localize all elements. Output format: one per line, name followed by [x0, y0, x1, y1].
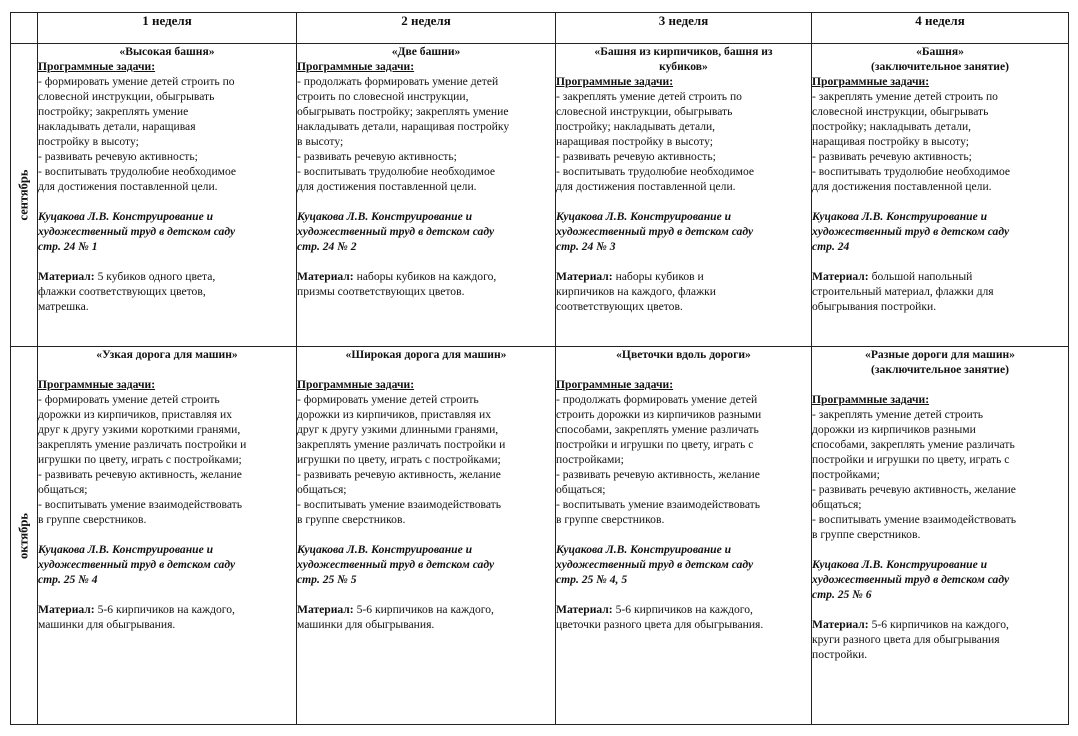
material-text: большой напольный	[868, 270, 973, 283]
reference-line: стр. 24 № 2	[297, 240, 357, 253]
month-cell	[11, 44, 38, 347]
task-line: словесной инструкции, обыгрывать	[812, 105, 989, 118]
material-label: Материал:	[38, 603, 95, 616]
lesson-cell	[556, 44, 812, 347]
material	[297, 602, 555, 632]
task-line: - развивать речевую активность, желание	[297, 468, 501, 481]
task-line: способами, закреплять умение различать	[556, 423, 759, 436]
material	[38, 269, 296, 314]
reference	[297, 209, 555, 254]
week-header-3: 3 неделя	[556, 13, 812, 44]
spacer	[556, 362, 811, 377]
material-label: Материал:	[297, 270, 354, 283]
reference-line: художественный труд в детском саду	[38, 225, 236, 238]
task-line: общаться;	[556, 483, 606, 496]
task-line: - развивать речевую активность, желание	[38, 468, 242, 481]
material-line: флажки соответствующих цветов,	[38, 285, 206, 298]
task-line: - закреплять умение детей строить	[812, 408, 984, 421]
material	[812, 269, 1068, 314]
task-line: друг к другу узкими короткими гранями,	[38, 423, 241, 436]
lesson-cell	[556, 347, 812, 725]
lesson-cell	[297, 347, 556, 725]
material-line: постройки.	[812, 648, 868, 661]
material-text: 5-6 кирпичиков на каждого,	[612, 603, 753, 616]
task-line: постройку; накладывать детали,	[556, 120, 716, 133]
task-line: для достижения поставленной цели.	[38, 180, 218, 193]
task-line: в группе сверстников.	[556, 513, 665, 526]
reference-line: Куцакова Л.В. Конструирование и	[556, 210, 732, 223]
reference	[556, 542, 811, 587]
lesson-title: «Башня из кирпичиков, башня из	[594, 45, 773, 58]
task-line: друг к другу узкими длинными гранями,	[297, 423, 499, 436]
reference-line: художественный труд в детском саду	[556, 558, 754, 571]
material-text: наборы кубиков на каждого,	[353, 270, 497, 283]
task-line: для достижения поставленной цели.	[556, 180, 736, 193]
task-line: - воспитывать трудолюбие необходимое	[556, 165, 755, 178]
material-line: строительный материал, флажки для	[812, 285, 994, 298]
task-line: наращивая постройку в высоту;	[556, 135, 713, 148]
material	[556, 269, 811, 314]
tasks-heading: Программные задачи:	[812, 393, 930, 406]
lesson-title: (заключительное занятие)	[871, 363, 1009, 376]
spacer	[38, 362, 296, 377]
material-line	[556, 602, 811, 617]
task-line: - развивать речевую активность, желание	[556, 468, 760, 481]
header-row	[11, 13, 1069, 44]
material-line: круги разного цвета для обыгрывания	[812, 633, 1000, 646]
task-line: игрушки по цвету, играть с постройками;	[297, 453, 501, 466]
task-line: общаться;	[812, 498, 862, 511]
lesson-title: «Узкая дорога для машин»	[96, 348, 238, 361]
reference-line: Куцакова Л.В. Конструирование и	[812, 210, 988, 223]
tasks-heading: Программные задачи:	[556, 75, 674, 88]
material-line	[297, 602, 555, 617]
material-label: Материал:	[38, 270, 95, 283]
material-line: соответствующих цветов.	[556, 300, 683, 313]
plan-body	[11, 44, 1069, 725]
lesson-title: «Разные дороги для машин»	[865, 348, 1015, 361]
task-line: - воспитывать трудолюбие необходимое	[812, 165, 1011, 178]
task-line: - воспитывать умение взаимодействовать	[297, 498, 502, 511]
task-line: - воспитывать умение взаимодействовать	[556, 498, 761, 511]
tasks-heading: Программные задачи:	[38, 378, 156, 391]
material-label: Материал:	[297, 603, 354, 616]
material-label: Материал:	[556, 603, 613, 616]
material-line	[812, 617, 1068, 632]
task-line: постройку; закреплять умение	[38, 105, 189, 118]
material-line	[38, 602, 296, 617]
lesson-cell	[38, 44, 297, 347]
task-line: постройками;	[812, 468, 880, 481]
reference	[556, 209, 811, 254]
task-line: - продолжать формировать умение детей	[556, 393, 758, 406]
material	[297, 269, 555, 299]
task-line: постройку; накладывать детали,	[812, 120, 972, 133]
reference-line: стр. 24	[812, 240, 850, 253]
tasks-heading: Программные задачи:	[812, 75, 930, 88]
material-label: Материал:	[812, 618, 869, 631]
task-line: - развивать речевую активность;	[812, 150, 972, 163]
task-line: строить по словесной инструкции,	[297, 90, 469, 103]
lesson-title: «Цветочки вдоль дороги»	[616, 348, 751, 361]
task-line: для достижения поставленной цели.	[297, 180, 477, 193]
task-line: - формировать умение детей строить	[297, 393, 479, 406]
task-line: обыгрывать постройку; закреплять умение	[297, 105, 509, 118]
reference-line: Куцакова Л.В. Конструирование и	[38, 210, 214, 223]
lesson-plan-table	[10, 12, 1069, 725]
week-header-1: 1 неделя	[38, 13, 297, 44]
material-label: Материал:	[812, 270, 869, 283]
reference-line: Куцакова Л.В. Конструирование и	[297, 210, 473, 223]
material-line: призмы соответствующих цветов.	[297, 285, 465, 298]
month-row	[11, 347, 1069, 725]
reference-line: стр. 24 № 1	[38, 240, 98, 253]
task-line: дорожки из кирпичиков разными	[812, 423, 976, 436]
spacer	[297, 362, 555, 377]
reference	[38, 209, 296, 254]
lesson-cell	[812, 347, 1069, 725]
task-line: - формировать умение детей строить по	[38, 75, 235, 88]
task-line: для достижения поставленной цели.	[812, 180, 992, 193]
task-line: постройки и игрушки по цвету, играть с	[556, 438, 754, 451]
task-line: - развивать речевую активность;	[297, 150, 457, 163]
material-text: 5-6 кирпичиков на каждого,	[868, 618, 1009, 631]
task-line: - закреплять умение детей строить по	[812, 90, 998, 103]
month-label: сентябрь	[16, 169, 31, 221]
material	[556, 602, 811, 632]
task-line: - воспитывать трудолюбие необходимое	[297, 165, 496, 178]
lesson-title: «Высокая башня»	[119, 45, 215, 58]
task-line: - развивать речевую активность, желание	[812, 483, 1016, 496]
material-text: 5-6 кирпичиков на каждого,	[94, 603, 235, 616]
material-text: 5-6 кирпичиков на каждого,	[353, 603, 494, 616]
spacer	[812, 377, 1068, 392]
material-line: матрешка.	[38, 300, 89, 313]
task-line: - развивать речевую активность;	[38, 150, 198, 163]
tasks-heading: Программные задачи:	[297, 60, 415, 73]
task-line: постройками;	[556, 453, 624, 466]
tasks-heading: Программные задачи:	[297, 378, 415, 391]
material-text: наборы кубиков и	[612, 270, 704, 283]
month-label: октябрь	[16, 512, 31, 559]
month-cell	[11, 347, 38, 725]
reference-line: художественный труд в детском саду	[556, 225, 754, 238]
task-line: в высоту;	[297, 135, 344, 148]
material-line	[38, 269, 296, 284]
task-line: способами, закреплять умение различать	[812, 438, 1015, 451]
header-corner-cell	[11, 13, 38, 44]
lesson-cell	[38, 347, 297, 725]
task-line: - воспитывать умение взаимодействовать	[812, 513, 1017, 526]
task-line: в группе сверстников.	[38, 513, 147, 526]
lesson-title: (заключительное занятие)	[871, 60, 1009, 73]
task-line: постройку в высоту;	[38, 135, 139, 148]
material-line: обыгрывания постройки.	[812, 300, 937, 313]
task-line: строить дорожки из кирпичиков разными	[556, 408, 762, 421]
task-line: - продолжать формировать умение детей	[297, 75, 499, 88]
week-header-2: 2 неделя	[297, 13, 556, 44]
task-line: постройки и игрушки по цвету, играть с	[812, 453, 1010, 466]
month-row	[11, 44, 1069, 347]
material-line: цветочки разного цвета для обыгрывания.	[556, 618, 764, 631]
reference	[812, 557, 1068, 602]
task-line: дорожки из кирпичиков, приставляя их	[297, 408, 491, 421]
task-line: накладывать детали, наращивая постройку	[297, 120, 510, 133]
reference-line: Куцакова Л.В. Конструирование и	[297, 543, 473, 556]
lesson-title: «Две башни»	[391, 45, 461, 58]
reference-line: стр. 25 № 5	[297, 573, 357, 586]
task-line: игрушки по цвету, играть с постройками;	[38, 453, 242, 466]
task-line: в группе сверстников.	[812, 528, 921, 541]
reference-line: художественный труд в детском саду	[38, 558, 236, 571]
reference-line: художественный труд в детском саду	[297, 558, 495, 571]
reference-line: стр. 25 № 6	[812, 588, 872, 601]
task-line: - воспитывать трудолюбие необходимое	[38, 165, 237, 178]
tasks-heading: Программные задачи:	[556, 378, 674, 391]
task-line: общаться;	[297, 483, 347, 496]
reference-line: Куцакова Л.В. Конструирование и	[812, 558, 988, 571]
reference-line: художественный труд в детском саду	[297, 225, 495, 238]
material	[38, 602, 296, 632]
reference	[38, 542, 296, 587]
tasks-heading: Программные задачи:	[38, 60, 156, 73]
lesson-title: «Башня»	[916, 45, 964, 58]
material-line	[297, 269, 555, 284]
reference-line: стр. 25 № 4, 5	[556, 573, 628, 586]
material-label: Материал:	[556, 270, 613, 283]
task-line: словесной инструкции, обыгрывать	[38, 90, 215, 103]
task-line: словесной инструкции, обыгрывать	[556, 105, 733, 118]
reference-line: стр. 24 № 3	[556, 240, 616, 253]
material	[812, 617, 1068, 662]
task-line: закреплять умение различать постройки и	[297, 438, 506, 451]
task-line: - воспитывать умение взаимодействовать	[38, 498, 243, 511]
task-line: закреплять умение различать постройки и	[38, 438, 247, 451]
task-line: - закреплять умение детей строить по	[556, 90, 742, 103]
material-line	[556, 269, 811, 284]
task-line: - формировать умение детей строить	[38, 393, 220, 406]
task-line: общаться;	[38, 483, 88, 496]
material-line: машинки для обыгрывания.	[38, 618, 176, 631]
task-line: в группе сверстников.	[297, 513, 406, 526]
task-line: - развивать речевую активность;	[556, 150, 716, 163]
material-line	[812, 269, 1068, 284]
material-line: кирпичиков на каждого, флажки	[556, 285, 716, 298]
reference-line: художественный труд в детском саду	[812, 225, 1010, 238]
reference	[812, 209, 1068, 254]
lesson-title: кубиков»	[659, 60, 708, 73]
reference-line: художественный труд в детском саду	[812, 573, 1010, 586]
lesson-cell	[812, 44, 1069, 347]
reference-line: Куцакова Л.В. Конструирование и	[556, 543, 732, 556]
reference	[297, 542, 555, 587]
reference-line: Куцакова Л.В. Конструирование и	[38, 543, 214, 556]
reference-line: стр. 25 № 4	[38, 573, 98, 586]
task-line: дорожки из кирпичиков, приставляя их	[38, 408, 232, 421]
material-line: машинки для обыгрывания.	[297, 618, 435, 631]
lesson-title: «Широкая дорога для машин»	[345, 348, 507, 361]
week-header-4: 4 неделя	[812, 13, 1069, 44]
material-text: 5 кубиков одного цвета,	[94, 270, 216, 283]
task-line: наращивая постройку в высоту;	[812, 135, 969, 148]
lesson-cell	[297, 44, 556, 347]
task-line: накладывать детали, наращивая	[38, 120, 196, 133]
